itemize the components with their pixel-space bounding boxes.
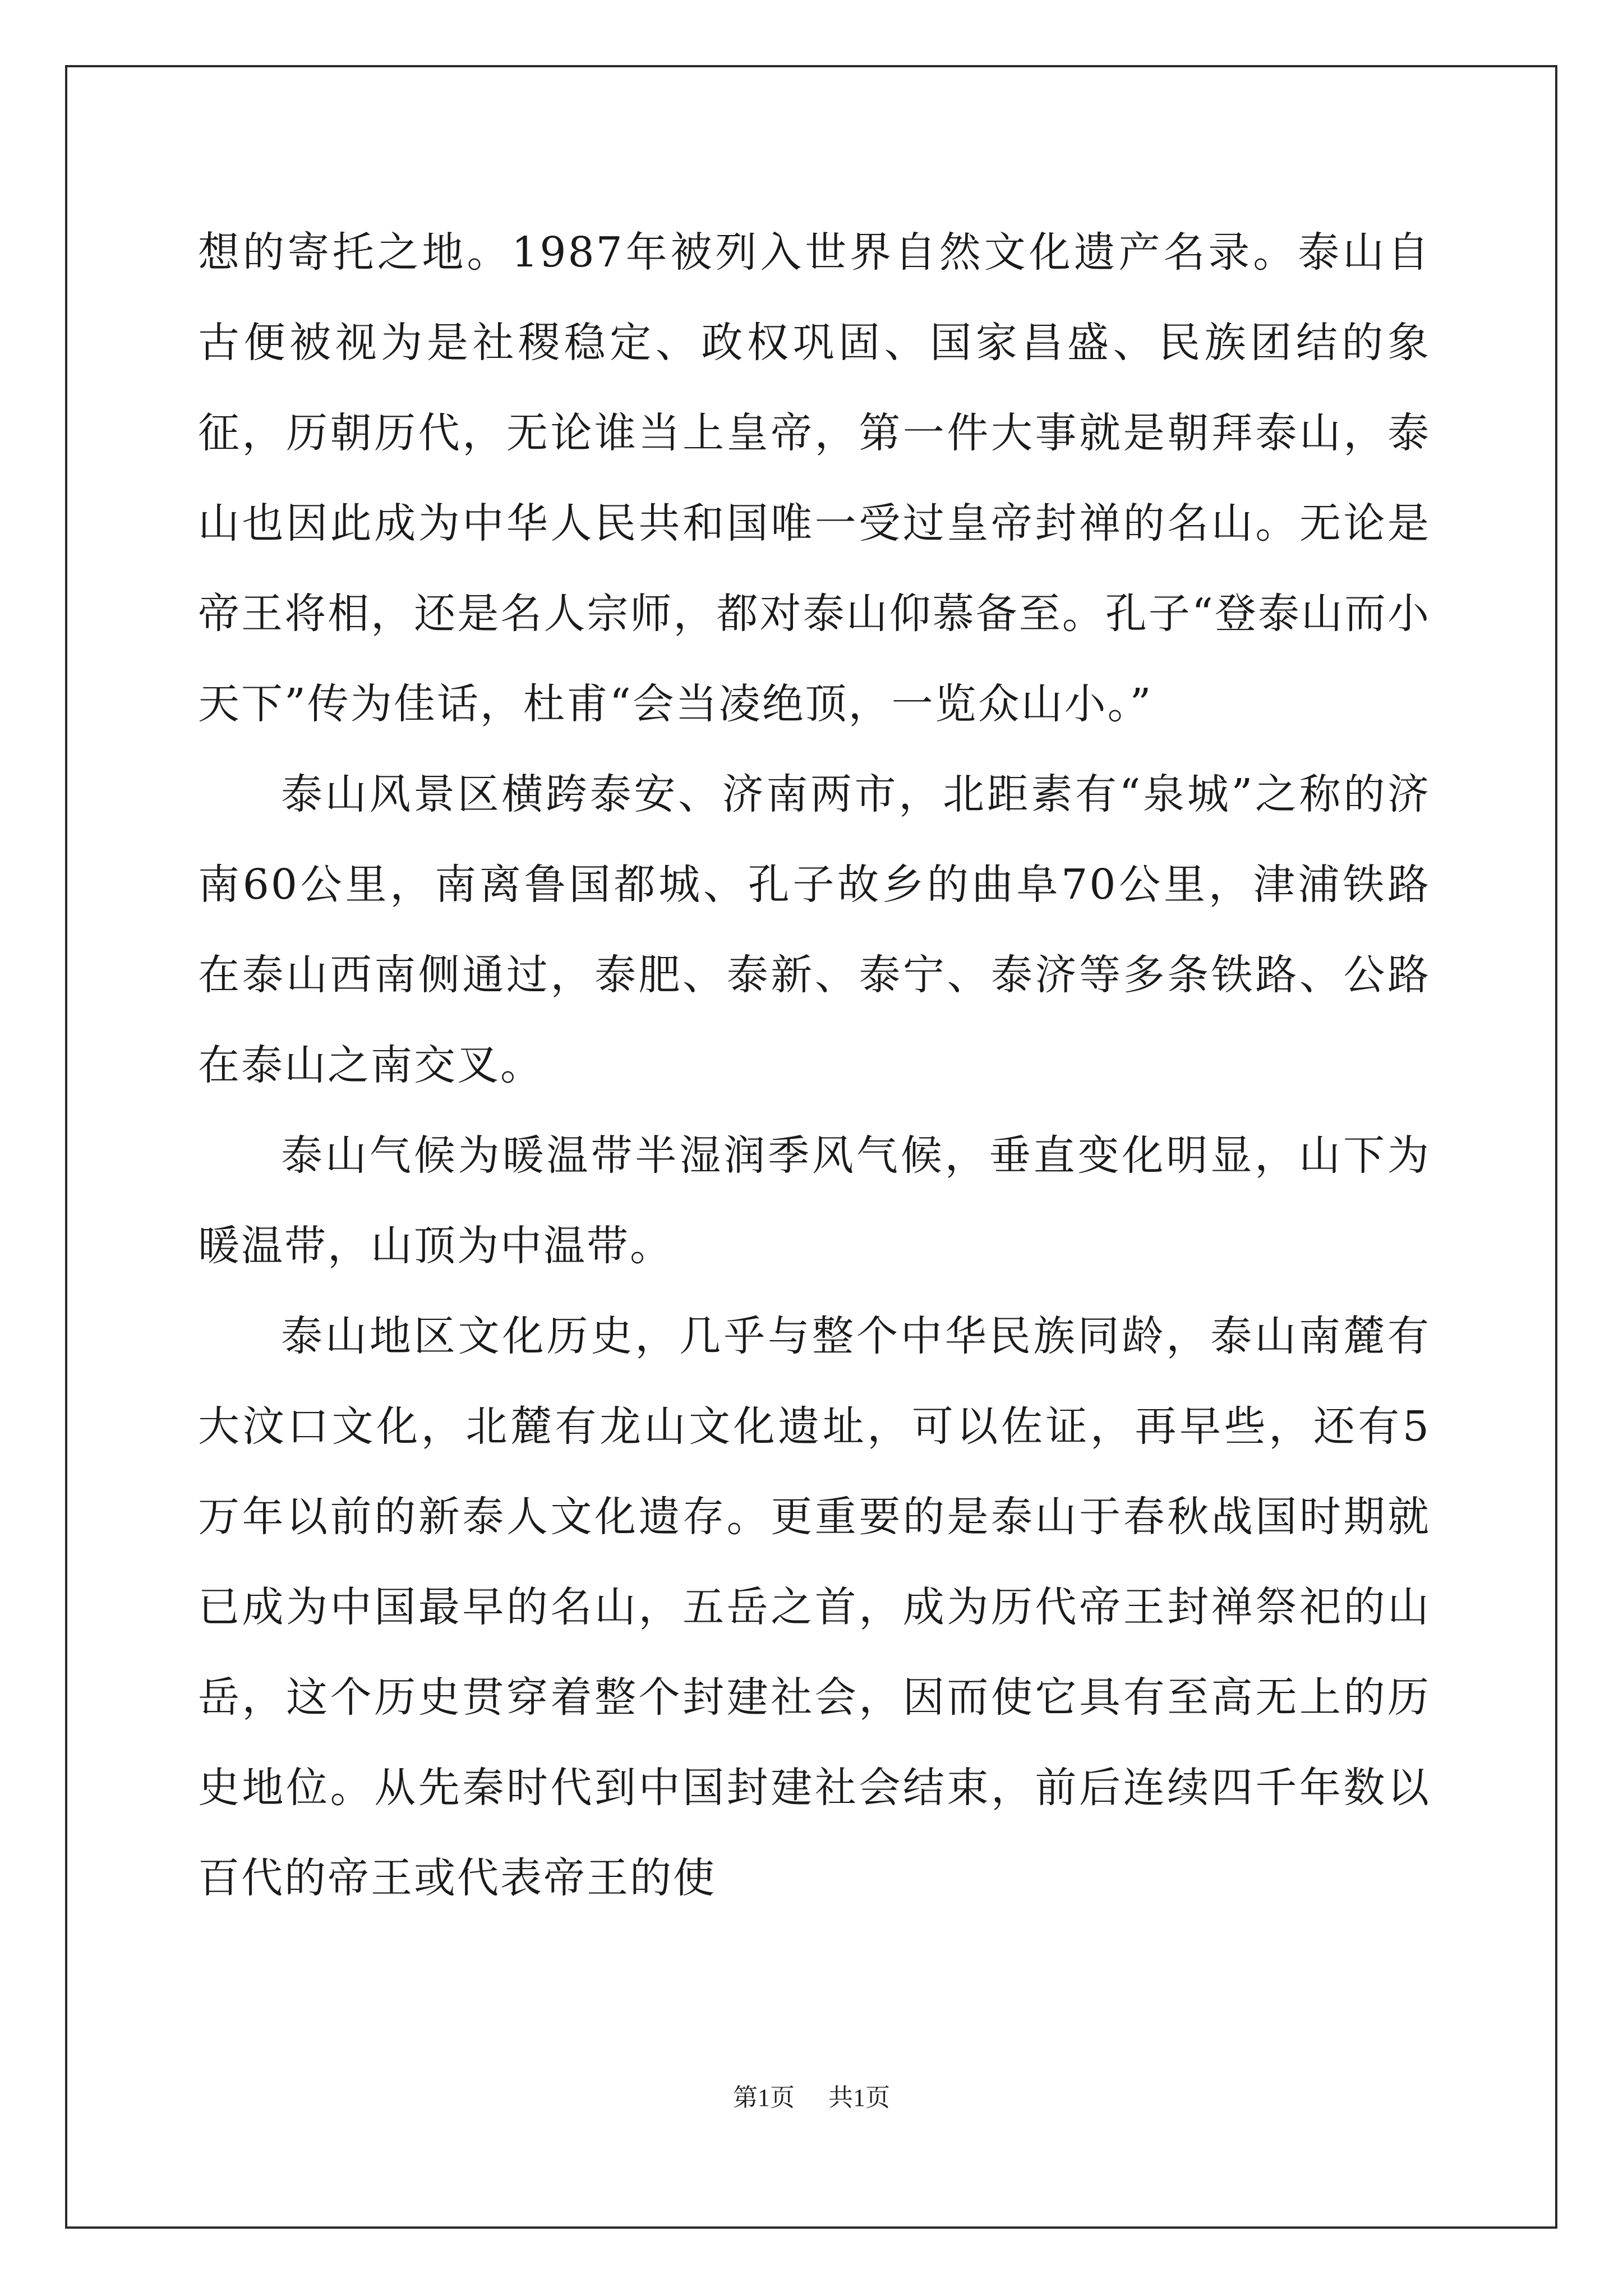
paragraph-4: 泰山地区文化历史，几乎与整个中华民族同龄，泰山南麓有大汶口文化，北麓有龙山文化遗址，可以佐证，再早些，还有5万年以前的新泰人文化遗存。更重要的是泰山于春秋战国时期就已成为中国最早的名山，五岳之首，成为历代帝王封禅祭祀的山岳，这个历史贯穿着整个封建社会，因而使它具有至高无上的历史地位。从先秦时代到中国封建社会结束，前后连续四千年数以百代的帝王或代表帝王的使 xyxy=(198,1312,1431,1902)
page-footer xyxy=(0,2081,1623,2115)
paragraph-2: 泰山风景区横跨泰安、济南两市，北距素有“泉城”之称的济南60公里，南离鲁国都城、孔子故乡的曲阜70公里，津浦铁路在泰山西南侧通过，泰肥、泰新、泰宁、泰济等多条铁路、公路在泰山之南交叉。 xyxy=(198,770,1431,1089)
document-body xyxy=(198,208,1431,1924)
paragraph-3: 泰山气候为暖温带半湿润季风气候，垂直变化明显，山下为暖温带，山顶为中温带。 xyxy=(198,1131,1431,1270)
page-number-current: 第1页 xyxy=(733,2084,795,2111)
paragraph-1: 想的寄托之地。1987年被列入世界自然文化遗产名录。泰山自古便被视为是社稷稳定、政权巩固、国家昌盛、民族团结的象征，历朝历代，无论谁当上皇帝，第一件大事就是朝拜泰山，泰山也因此成为中华人民共和国唯一受过皇帝封禅的名山。无论是帝王将相，还是名人宗师，都对泰山仰慕备至。孔子“登泰山而小天下”传为佳话，杜甫“会当凌绝顶，一览众山小。” xyxy=(198,228,1431,728)
page-number-total: 共1页 xyxy=(828,2084,890,2111)
